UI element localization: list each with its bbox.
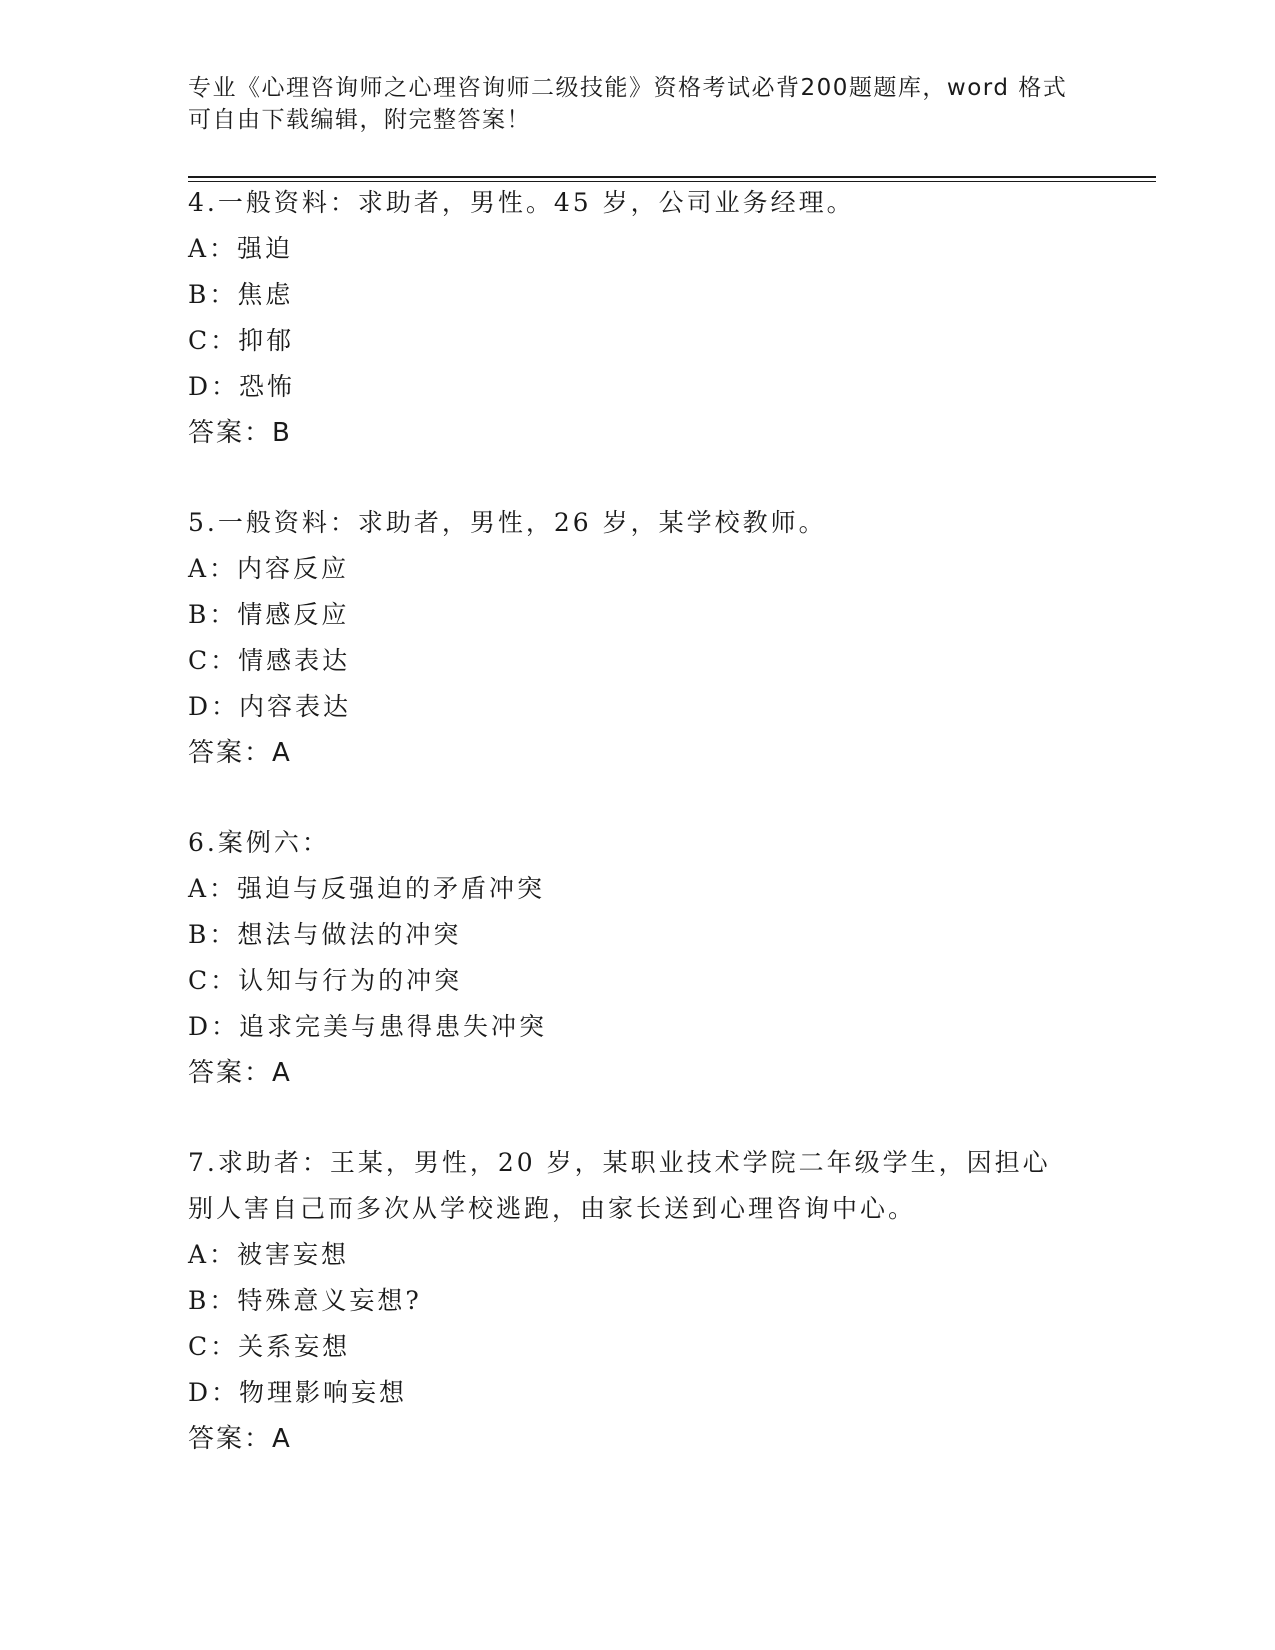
header-divider-thick (188, 176, 1156, 178)
option-d: D：内容表达 (188, 692, 352, 721)
question-4 (188, 180, 1088, 456)
option-c: C：认知与行为的冲突 (188, 966, 463, 995)
answer-text: 答案：A (188, 1058, 292, 1088)
option-b: B：想法与做法的冲突 (188, 920, 462, 949)
option-a: A：内容反应 (188, 554, 350, 583)
question-6 (188, 820, 1088, 1096)
option-b: B：情感反应 (188, 600, 350, 629)
option-c: C：抑郁 (188, 326, 295, 355)
question-stem: 5.一般资料：求助者，男性，26 岁，某学校教师。 (188, 508, 827, 537)
question-stem: 4.一般资料：求助者，男性。45 岁，公司业务经理。 (188, 188, 855, 217)
option-c: C：情感表达 (188, 646, 351, 675)
option-d: D：物理影响妄想 (188, 1378, 408, 1407)
answer-text: 答案：A (188, 1424, 292, 1454)
answer-text: 答案：B (188, 418, 292, 448)
option-d: D：恐怖 (188, 372, 296, 401)
header-line-1: 专业《心理咨询师之心理咨询师二级技能》资格考试必背200题题库，word 格式 (188, 75, 1068, 101)
header-line-2: 可自由下载编辑，附完整答案！ (188, 107, 531, 133)
option-a: A：被害妄想 (188, 1240, 350, 1269)
answer-text: 答案：A (188, 738, 292, 768)
option-d: D：追求完美与患得患失冲突 (188, 1012, 548, 1041)
option-a: A：强迫与反强迫的矛盾冲突 (188, 874, 546, 903)
option-b: B：焦虑 (188, 280, 294, 309)
question-stem: 6.案例六： (188, 828, 330, 857)
option-c: C：关系妄想 (188, 1332, 351, 1361)
question-7 (188, 1140, 1088, 1462)
option-a: A：强迫 (188, 234, 294, 263)
question-5 (188, 500, 1088, 776)
document-header (188, 72, 1068, 136)
question-stem-line-1: 7.求助者：王某，男性，20 岁，某职业技术学院二年级学生，因担心 (188, 1148, 1051, 1177)
question-stem-line-2: 别人害自己而多次从学校逃跑，由家长送到心理咨询中心。 (188, 1194, 917, 1223)
option-b: B：特殊意义妄想? (188, 1286, 422, 1315)
